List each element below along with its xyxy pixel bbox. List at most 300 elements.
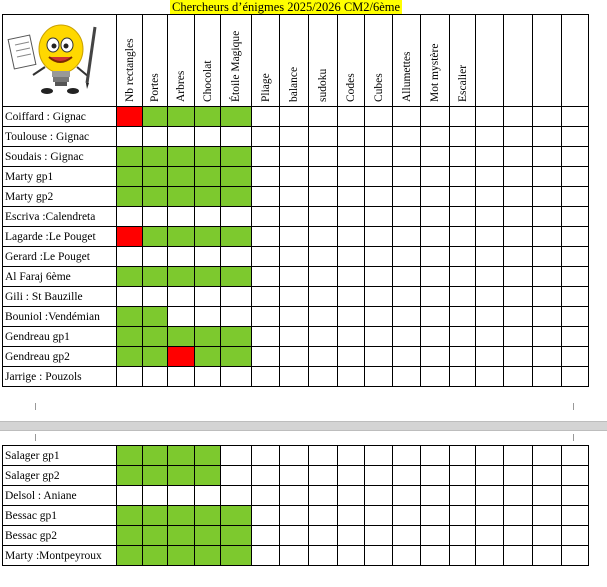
cell-empty (195, 247, 221, 267)
row-name: Gendreau gp2 (3, 347, 117, 367)
cell-empty (365, 327, 393, 347)
cell-empty (533, 147, 562, 167)
cell-completed (168, 187, 195, 207)
cell-completed (195, 347, 221, 367)
cell-empty (252, 327, 280, 347)
cell-empty (280, 127, 309, 147)
cell-empty (393, 526, 421, 546)
cell-empty (365, 187, 393, 207)
cell-empty (476, 147, 504, 167)
cell-empty (309, 347, 338, 367)
cell-empty (393, 327, 421, 347)
cell-empty (338, 506, 365, 526)
cell-empty (252, 107, 280, 127)
cell-empty (450, 466, 476, 486)
cell-empty (338, 167, 365, 187)
column-header (562, 15, 589, 107)
cell-completed (117, 147, 143, 167)
cell-empty (309, 207, 338, 227)
cell-completed (143, 546, 168, 566)
cell-empty (221, 287, 252, 307)
cell-empty (117, 287, 143, 307)
progress-table-top (2, 14, 589, 387)
cell-empty (504, 526, 533, 546)
cell-empty (393, 446, 421, 466)
cell-empty (338, 546, 365, 566)
cell-empty (421, 287, 450, 307)
margin-mark (573, 403, 574, 410)
cell-empty (393, 267, 421, 287)
cell-empty (280, 207, 309, 227)
cell-empty (504, 486, 533, 506)
column-header-label: balance (288, 66, 300, 102)
cell-empty (533, 526, 562, 546)
cell-empty (476, 546, 504, 566)
cell-empty (252, 147, 280, 167)
cell-completed (221, 546, 252, 566)
cell-empty (309, 367, 338, 387)
cell-empty (533, 307, 562, 327)
cell-empty (533, 187, 562, 207)
cell-empty (504, 287, 533, 307)
cell-empty (143, 247, 168, 267)
header-row (3, 15, 589, 107)
row-name: Gili : St Bauzille (3, 287, 117, 307)
cell-empty (280, 147, 309, 167)
cell-completed (117, 446, 143, 466)
cell-empty (393, 167, 421, 187)
column-header (338, 15, 365, 107)
cell-empty (365, 506, 393, 526)
cell-error (117, 227, 143, 247)
cell-empty (476, 526, 504, 546)
cell-empty (562, 267, 589, 287)
cell-empty (393, 207, 421, 227)
cell-empty (393, 227, 421, 247)
column-header-label: Cubes (372, 73, 385, 102)
cell-empty (421, 526, 450, 546)
cell-empty (168, 207, 195, 227)
cell-completed (195, 147, 221, 167)
cell-empty (338, 526, 365, 546)
row-name: Bouniol :Vendémian (3, 307, 117, 327)
cell-empty (533, 267, 562, 287)
cell-empty (476, 127, 504, 147)
cell-empty (421, 127, 450, 147)
column-header-label: Portes (149, 73, 161, 102)
cell-empty (504, 127, 533, 147)
cell-empty (562, 486, 589, 506)
cell-empty (393, 347, 421, 367)
cell-empty (280, 247, 309, 267)
cell-empty (221, 207, 252, 227)
cell-empty (421, 486, 450, 506)
cell-empty (450, 107, 476, 127)
cell-empty (562, 506, 589, 526)
cell-empty (117, 127, 143, 147)
cell-empty (309, 466, 338, 486)
cell-empty (562, 207, 589, 227)
lightbulb-mascot-icon (7, 19, 111, 99)
cell-completed (143, 167, 168, 187)
cell-completed (195, 107, 221, 127)
cell-empty (221, 247, 252, 267)
row-name: Escriva :Calendreta (3, 207, 117, 227)
cell-empty (365, 267, 393, 287)
row-name: Jarrige : Pouzols (3, 367, 117, 387)
cell-empty (421, 367, 450, 387)
cell-empty (393, 147, 421, 167)
table-row (3, 466, 589, 486)
cell-empty (450, 347, 476, 367)
cell-empty (252, 287, 280, 307)
row-name: Soudais : Gignac (3, 147, 117, 167)
cell-empty (533, 546, 562, 566)
cell-empty (365, 546, 393, 566)
cell-empty (143, 287, 168, 307)
progress-table-bottom (2, 445, 589, 566)
cell-completed (143, 446, 168, 466)
row-name: Marty :Montpeyroux (3, 546, 117, 566)
cell-empty (338, 187, 365, 207)
cell-empty (421, 546, 450, 566)
cell-empty (338, 367, 365, 387)
cell-empty (393, 546, 421, 566)
cell-empty (533, 247, 562, 267)
cell-empty (221, 446, 252, 466)
page-title: Chercheurs d’énigmes 2025/2026 CM2/6ème (172, 0, 401, 14)
cell-empty (504, 307, 533, 327)
logo-cell (3, 15, 117, 107)
cell-empty (533, 506, 562, 526)
cell-empty (221, 307, 252, 327)
cell-empty (562, 327, 589, 347)
cell-empty (280, 307, 309, 327)
cell-completed (143, 327, 168, 347)
cell-empty (476, 307, 504, 327)
cell-completed (117, 267, 143, 287)
cell-empty (309, 267, 338, 287)
cell-empty (476, 367, 504, 387)
table-row (3, 486, 589, 506)
cell-completed (143, 187, 168, 207)
cell-empty (562, 347, 589, 367)
cell-empty (476, 466, 504, 486)
table-row (3, 267, 589, 287)
cell-empty (450, 127, 476, 147)
cell-empty (365, 466, 393, 486)
cell-empty (393, 107, 421, 127)
cell-empty (365, 207, 393, 227)
column-header (143, 15, 168, 107)
cell-empty (504, 446, 533, 466)
cell-empty (280, 167, 309, 187)
cell-empty (143, 207, 168, 227)
cell-empty (252, 486, 280, 506)
cell-empty (476, 486, 504, 506)
cell-error (117, 107, 143, 127)
cell-completed (221, 167, 252, 187)
cell-empty (562, 546, 589, 566)
cell-error (168, 347, 195, 367)
cell-empty (309, 307, 338, 327)
cell-empty (421, 307, 450, 327)
column-header (533, 15, 562, 107)
cell-empty (533, 347, 562, 367)
cell-completed (117, 327, 143, 347)
cell-completed (168, 167, 195, 187)
cell-completed (117, 167, 143, 187)
cell-empty (143, 367, 168, 387)
cell-empty (280, 267, 309, 287)
table-row (3, 207, 589, 227)
cell-empty (221, 466, 252, 486)
cell-empty (309, 327, 338, 347)
cell-empty (168, 247, 195, 267)
cell-empty (562, 466, 589, 486)
cell-completed (221, 267, 252, 287)
cell-empty (450, 446, 476, 466)
column-header (195, 15, 221, 107)
cell-completed (143, 526, 168, 546)
cell-empty (450, 287, 476, 307)
cell-empty (562, 107, 589, 127)
cell-empty (280, 526, 309, 546)
cell-empty (450, 546, 476, 566)
cell-empty (562, 367, 589, 387)
cell-empty (309, 107, 338, 127)
cell-empty (504, 466, 533, 486)
cell-completed (143, 147, 168, 167)
cell-empty (421, 506, 450, 526)
cell-completed (195, 327, 221, 347)
row-name: Salager gp2 (3, 466, 117, 486)
column-header-label: Mot mystère (429, 43, 441, 102)
cell-empty (421, 227, 450, 247)
column-header (309, 15, 338, 107)
cell-empty (393, 506, 421, 526)
cell-empty (280, 227, 309, 247)
table-row (3, 107, 589, 127)
table-row (3, 287, 589, 307)
table-row (3, 127, 589, 147)
cell-empty (195, 287, 221, 307)
cell-completed (168, 446, 195, 466)
cell-empty (365, 127, 393, 147)
cell-completed (221, 107, 252, 127)
cell-empty (252, 506, 280, 526)
cell-empty (533, 446, 562, 466)
cell-empty (476, 167, 504, 187)
cell-completed (117, 526, 143, 546)
cell-empty (338, 287, 365, 307)
cell-empty (309, 486, 338, 506)
cell-empty (221, 486, 252, 506)
cell-empty (195, 127, 221, 147)
cell-completed (117, 506, 143, 526)
cell-empty (309, 127, 338, 147)
table-row (3, 247, 589, 267)
cell-empty (365, 367, 393, 387)
cell-empty (533, 287, 562, 307)
row-name: Gerard :Le Pouget (3, 247, 117, 267)
cell-empty (195, 486, 221, 506)
cell-empty (365, 347, 393, 367)
cell-empty (562, 446, 589, 466)
column-header (221, 15, 252, 107)
cell-empty (562, 187, 589, 207)
cell-empty (280, 327, 309, 347)
cell-empty (280, 187, 309, 207)
column-header-label: Chocolat (201, 60, 214, 102)
cell-empty (450, 526, 476, 546)
cell-empty (421, 247, 450, 267)
cell-empty (280, 546, 309, 566)
cell-empty (533, 486, 562, 506)
cell-empty (450, 247, 476, 267)
cell-empty (421, 187, 450, 207)
cell-completed (117, 347, 143, 367)
column-header-label: sudoku (317, 68, 329, 102)
cell-empty (562, 247, 589, 267)
cell-completed (195, 167, 221, 187)
table-row (3, 347, 589, 367)
row-name: Salager gp1 (3, 446, 117, 466)
cell-empty (450, 207, 476, 227)
cell-empty (338, 207, 365, 227)
cell-completed (195, 546, 221, 566)
cell-empty (309, 506, 338, 526)
table-row (3, 307, 589, 327)
cell-empty (365, 486, 393, 506)
cell-empty (421, 107, 450, 127)
table-row (3, 446, 589, 466)
cell-empty (252, 526, 280, 546)
cell-empty (280, 486, 309, 506)
table-row (3, 327, 589, 347)
column-header (421, 15, 450, 107)
cell-completed (168, 526, 195, 546)
table-row (3, 367, 589, 387)
cell-empty (338, 107, 365, 127)
column-header-label: Codes (345, 73, 357, 102)
cell-empty (365, 287, 393, 307)
margin-mark (35, 434, 36, 441)
row-name: Toulouse : Gignac (3, 127, 117, 147)
cell-empty (476, 327, 504, 347)
cell-empty (504, 227, 533, 247)
cell-empty (309, 227, 338, 247)
cell-empty (365, 526, 393, 546)
table-row (3, 147, 589, 167)
cell-empty (280, 466, 309, 486)
cell-empty (562, 127, 589, 147)
cell-empty (280, 367, 309, 387)
cell-completed (221, 187, 252, 207)
cell-empty (252, 167, 280, 187)
cell-completed (168, 227, 195, 247)
cell-completed (195, 506, 221, 526)
cell-empty (476, 207, 504, 227)
cell-completed (168, 546, 195, 566)
cell-empty (504, 367, 533, 387)
cell-empty (338, 486, 365, 506)
column-header (450, 15, 476, 107)
cell-empty (168, 307, 195, 327)
cell-empty (252, 347, 280, 367)
cell-empty (476, 506, 504, 526)
cell-empty (280, 506, 309, 526)
cell-empty (365, 147, 393, 167)
cell-empty (421, 347, 450, 367)
cell-empty (393, 367, 421, 387)
column-header-label: Escalier (456, 64, 469, 102)
cell-empty (280, 347, 309, 367)
cell-empty (143, 127, 168, 147)
cell-empty (504, 167, 533, 187)
cell-empty (533, 367, 562, 387)
cell-empty (338, 147, 365, 167)
cell-completed (195, 446, 221, 466)
cell-empty (450, 307, 476, 327)
cell-empty (533, 107, 562, 127)
cell-completed (221, 227, 252, 247)
cell-completed (143, 107, 168, 127)
cell-empty (365, 167, 393, 187)
cell-empty (168, 367, 195, 387)
cell-empty (309, 526, 338, 546)
margin-mark (573, 434, 574, 441)
cell-empty (450, 267, 476, 287)
cell-empty (393, 127, 421, 147)
cell-empty (421, 207, 450, 227)
row-name: Marty gp2 (3, 187, 117, 207)
cell-empty (168, 287, 195, 307)
page-divider (0, 421, 607, 431)
table-row (3, 227, 589, 247)
column-header-label: Arbres (175, 70, 187, 102)
cell-empty (450, 167, 476, 187)
cell-empty (562, 307, 589, 327)
cell-empty (450, 367, 476, 387)
row-name: Marty gp1 (3, 167, 117, 187)
cell-empty (450, 327, 476, 347)
cell-empty (117, 486, 143, 506)
cell-empty (476, 446, 504, 466)
cell-empty (504, 546, 533, 566)
margin-mark (35, 403, 36, 410)
cell-empty (221, 367, 252, 387)
cell-completed (117, 187, 143, 207)
cell-empty (280, 287, 309, 307)
column-header (504, 15, 533, 107)
cell-empty (504, 147, 533, 167)
table-row (3, 546, 589, 566)
cell-empty (421, 147, 450, 167)
cell-empty (504, 247, 533, 267)
cell-empty (195, 307, 221, 327)
cell-empty (309, 187, 338, 207)
cell-completed (143, 227, 168, 247)
cell-empty (252, 466, 280, 486)
cell-empty (338, 267, 365, 287)
cell-empty (533, 227, 562, 247)
cell-empty (450, 486, 476, 506)
cell-empty (562, 147, 589, 167)
column-header-label: Pliage (259, 73, 272, 102)
cell-completed (195, 267, 221, 287)
cell-empty (309, 287, 338, 307)
